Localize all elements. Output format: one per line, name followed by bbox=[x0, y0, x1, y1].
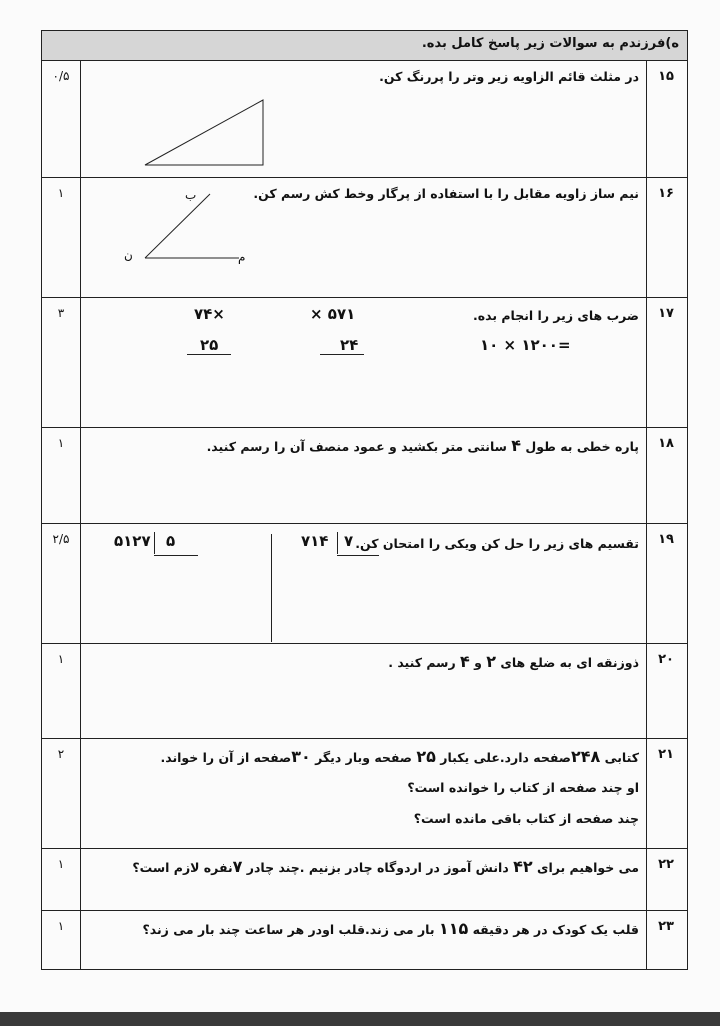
question-number: ۱۶ bbox=[658, 186, 674, 201]
division-b-dividend: ۵۱۲۷ bbox=[114, 532, 151, 550]
question-row-19 bbox=[42, 524, 687, 644]
question-score: ۱ bbox=[57, 919, 65, 933]
question-score: ۱ bbox=[57, 857, 65, 871]
division-a-bracket bbox=[337, 532, 338, 554]
multiplication-a-top: ۷۴× bbox=[194, 305, 225, 323]
section-title: ه)فرزندم به سوالات زیر پاسخ کامل بده. bbox=[421, 36, 679, 51]
multiplication-a-bottom: ۲۵ bbox=[200, 336, 219, 354]
question-score: ۱ bbox=[57, 436, 65, 450]
division-b-divisor: ۵ bbox=[166, 532, 176, 550]
question-subtext-2: چند صفحه از کتاب باقی مانده است؟ bbox=[413, 811, 639, 826]
right-triangle-figure bbox=[144, 99, 264, 167]
division-a-divisor: ۷ bbox=[344, 532, 354, 550]
angle-figure bbox=[142, 192, 242, 262]
question-text: ضرب های زیر را انجام بده. bbox=[472, 308, 639, 323]
section-header bbox=[42, 31, 687, 61]
division-b-line bbox=[154, 555, 198, 556]
question-number: ۱۵ bbox=[658, 69, 674, 84]
question-score: ۱ bbox=[57, 186, 65, 200]
question-number: ۱۷ bbox=[658, 306, 674, 321]
multiplication-c: ۱۰ × ۱۲۰۰= bbox=[480, 336, 571, 354]
question-score: ۱ bbox=[57, 652, 65, 666]
question-number: ۲۰ bbox=[658, 652, 674, 667]
question-score: ۰/۵ bbox=[52, 69, 70, 83]
question-row-18 bbox=[42, 428, 687, 524]
question-row-22 bbox=[42, 849, 687, 911]
question-row-20 bbox=[42, 644, 687, 739]
question-text: می خواهیم برای ۴۲ دانش آموز در اردوگاه چادر بزنیم .چند چادر ۷نفره لازم است؟ bbox=[132, 857, 639, 876]
question-number: ۲۳ bbox=[658, 919, 674, 934]
question-subtext-1: او چند صفحه از کتاب را خوانده است؟ bbox=[407, 780, 639, 795]
bottom-edge bbox=[0, 1012, 720, 1026]
question-number: ۲۱ bbox=[658, 747, 674, 762]
question-number: ۱۹ bbox=[658, 532, 674, 547]
multiplication-b-top: × ۵۷۱ bbox=[310, 305, 356, 323]
question-row-23 bbox=[42, 911, 687, 969]
division-a-line bbox=[337, 555, 379, 556]
multiplication-b-line bbox=[320, 354, 364, 355]
division-separator bbox=[271, 534, 272, 642]
question-number: ۱۸ bbox=[658, 436, 674, 451]
question-text: نیم ساز زاویه مقابل را با استفاده از پرگار وخط کش رسم کن. bbox=[253, 186, 639, 201]
question-text: پاره خطی به طول ۴ سانتی متر بکشید و عمود منصف آن را رسم کنید. bbox=[206, 436, 639, 455]
multiplication-b-bottom: ۲۴ bbox=[340, 336, 359, 354]
question-text: ذوزنقه ای به ضلع های ۲ و ۴ رسم کنید . bbox=[388, 652, 639, 671]
question-score: ۳ bbox=[57, 306, 65, 320]
question-score: ۲ bbox=[57, 747, 65, 761]
angle-label-end: م bbox=[238, 250, 246, 264]
question-number: ۲۲ bbox=[658, 857, 674, 872]
question-text: در مثلث قائم الزاویه زیر وتر را پررنگ کن. bbox=[379, 69, 639, 84]
division-b-bracket bbox=[154, 532, 155, 554]
question-text: قلب یک کودک در هر دقیقه ۱۱۵ بار می زند.قلب اودر هر ساعت چند بار می زند؟ bbox=[142, 919, 639, 938]
question-row-17 bbox=[42, 298, 687, 428]
question-row-15 bbox=[42, 61, 687, 178]
angle-label-vertex: ن bbox=[124, 248, 133, 262]
angle-label-top: ب bbox=[185, 188, 197, 202]
question-text: تقسیم های زیر را حل کن ویکی را امتحان کن. bbox=[355, 536, 639, 551]
question-text: کتابی ۲۴۸صفحه دارد.علی یکبار ۲۵ صفحه وبار دیگر ۳۰صفحه از آن را خواند. bbox=[160, 747, 639, 766]
question-table bbox=[41, 30, 688, 970]
multiplication-a-line bbox=[187, 354, 231, 355]
division-a-dividend: ۷۱۴ bbox=[301, 532, 329, 550]
question-row-16 bbox=[42, 178, 687, 298]
question-score: ۲/۵ bbox=[52, 532, 70, 546]
question-row-21 bbox=[42, 739, 687, 849]
